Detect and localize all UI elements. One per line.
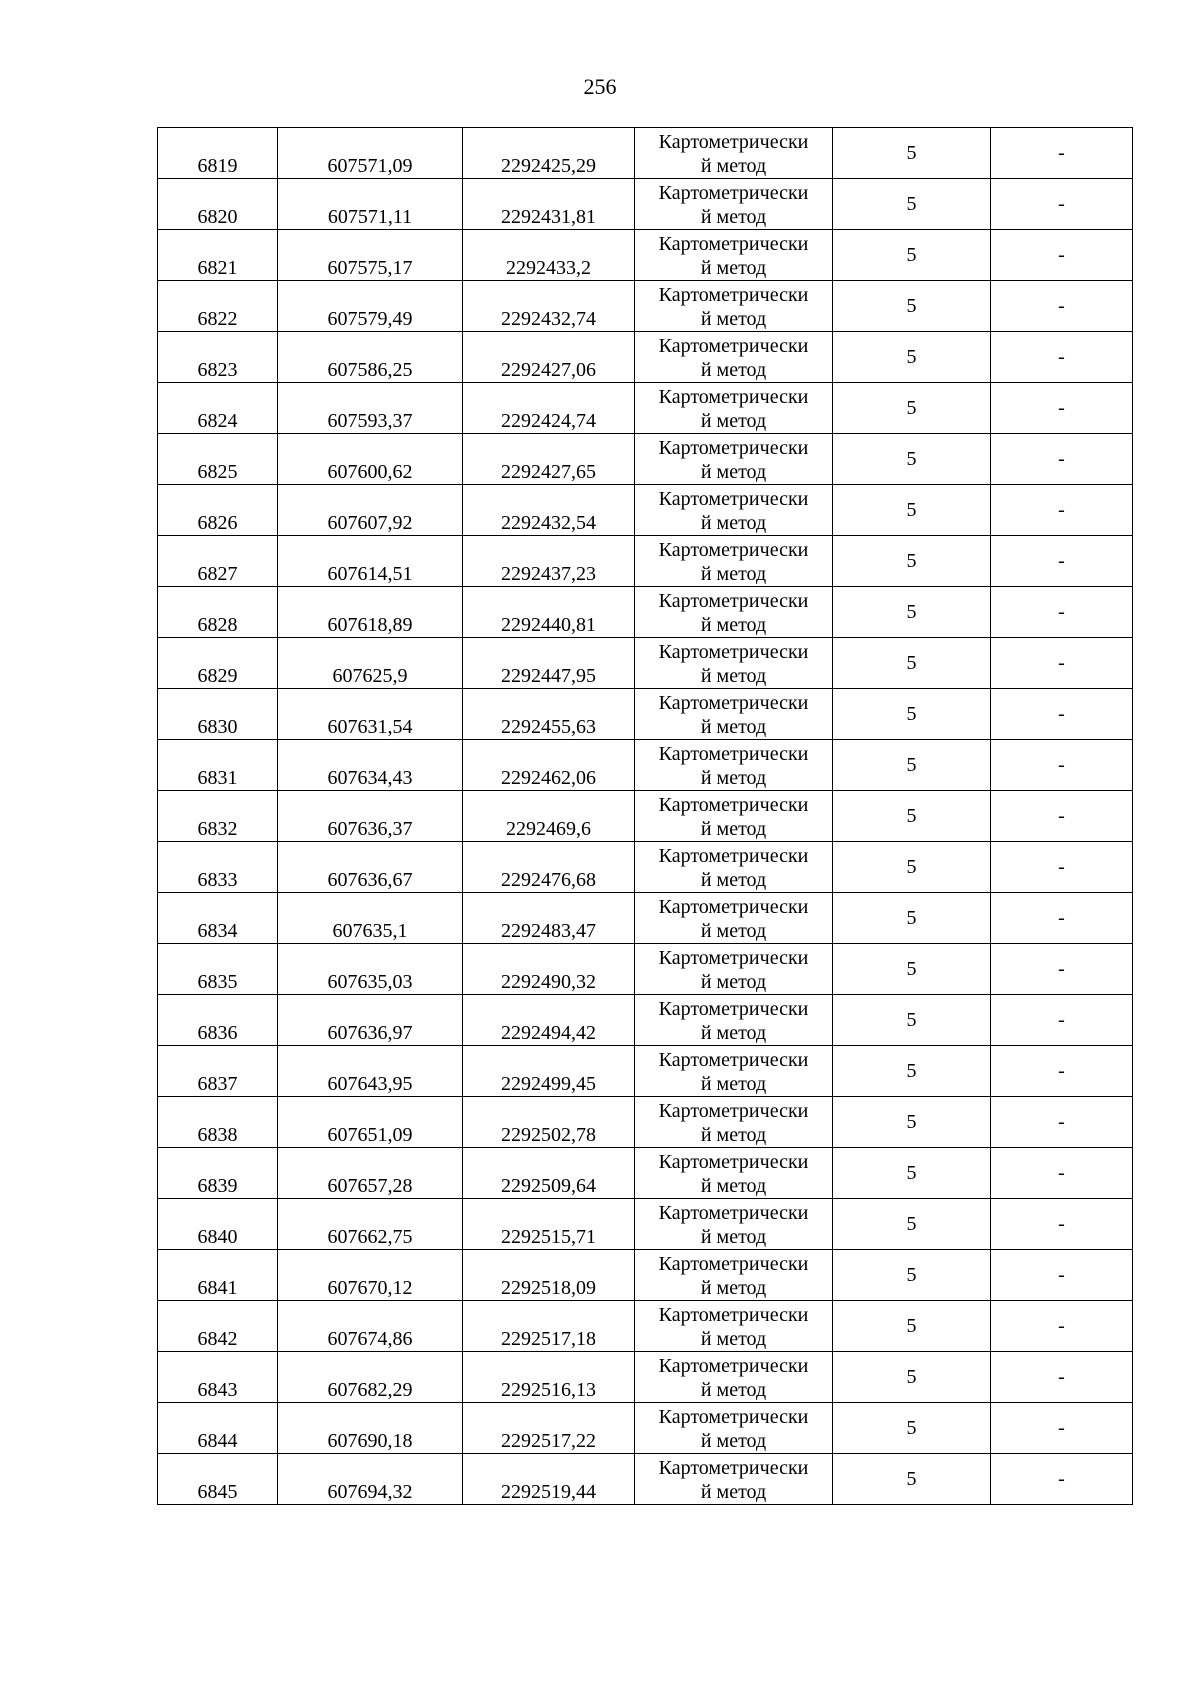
x-coordinate-cell: 607571,11 [278, 179, 463, 230]
method-cell [635, 587, 833, 638]
method-cell [635, 842, 833, 893]
y-coordinate-cell: 2292440,81 [463, 587, 635, 638]
accuracy-cell: 5 [833, 485, 991, 536]
method-line-1: Картометрически [658, 1304, 809, 1326]
accuracy-cell: 5 [833, 1046, 991, 1097]
accuracy-cell: 5 [833, 1301, 991, 1352]
note-cell: - [991, 383, 1133, 434]
method-line-2: й метод [700, 410, 767, 432]
coordinates-table-body [158, 128, 1133, 1505]
table-row [158, 638, 1133, 689]
note-cell: - [991, 536, 1133, 587]
table-row [158, 485, 1133, 536]
x-coordinate-cell: 607694,32 [278, 1454, 463, 1505]
x-coordinate-cell: 607636,97 [278, 995, 463, 1046]
point-number-cell: 6823 [158, 332, 278, 383]
note-cell: - [991, 689, 1133, 740]
table-row [158, 893, 1133, 944]
note-cell: - [991, 1046, 1133, 1097]
table-row [158, 383, 1133, 434]
accuracy-cell: 5 [833, 1148, 991, 1199]
method-line-1: Картометрически [658, 335, 809, 357]
y-coordinate-cell: 2292494,42 [463, 995, 635, 1046]
method-line-2: й метод [700, 1022, 767, 1044]
x-coordinate-cell: 607670,12 [278, 1250, 463, 1301]
y-coordinate-cell: 2292447,95 [463, 638, 635, 689]
point-number-cell: 6825 [158, 434, 278, 485]
method-cell [635, 434, 833, 485]
point-number-cell: 6844 [158, 1403, 278, 1454]
method-cell [635, 1250, 833, 1301]
x-coordinate-cell: 607600,62 [278, 434, 463, 485]
method-cell [635, 1454, 833, 1505]
note-cell: - [991, 1250, 1133, 1301]
method-line-2: й метод [700, 920, 767, 942]
table-row [158, 1352, 1133, 1403]
table-row [158, 434, 1133, 485]
method-line-1: Картометрически [658, 1406, 809, 1428]
table-row [158, 995, 1133, 1046]
method-line-2: й метод [700, 1277, 767, 1299]
x-coordinate-cell: 607634,43 [278, 740, 463, 791]
accuracy-cell: 5 [833, 332, 991, 383]
point-number-cell: 6824 [158, 383, 278, 434]
method-line-2: й метод [700, 665, 767, 687]
method-line-1: Картометрически [658, 845, 809, 867]
x-coordinate-cell: 607579,49 [278, 281, 463, 332]
y-coordinate-cell: 2292469,6 [463, 791, 635, 842]
point-number-cell: 6836 [158, 995, 278, 1046]
method-line-1: Картометрически [658, 692, 809, 714]
method-line-1: Картометрически [658, 947, 809, 969]
page-number: 256 [583, 74, 617, 99]
x-coordinate-cell: 607614,51 [278, 536, 463, 587]
method-line-2: й метод [700, 308, 767, 330]
method-line-1: Картометрически [658, 1253, 809, 1275]
note-cell: - [991, 1097, 1133, 1148]
accuracy-cell: 5 [833, 995, 991, 1046]
method-line-2: й метод [700, 1175, 767, 1197]
method-cell [635, 944, 833, 995]
method-cell [635, 1352, 833, 1403]
method-cell [635, 128, 833, 179]
table-row [158, 842, 1133, 893]
accuracy-cell: 5 [833, 842, 991, 893]
x-coordinate-cell: 607575,17 [278, 230, 463, 281]
method-line-2: й метод [700, 1430, 767, 1452]
y-coordinate-cell: 2292427,65 [463, 434, 635, 485]
point-number-cell: 6839 [158, 1148, 278, 1199]
method-line-1: Картометрически [658, 1151, 809, 1173]
accuracy-cell: 5 [833, 1097, 991, 1148]
table-row [158, 536, 1133, 587]
note-cell: - [991, 1301, 1133, 1352]
point-number-cell: 6840 [158, 1199, 278, 1250]
method-cell [635, 485, 833, 536]
point-number-cell: 6826 [158, 485, 278, 536]
x-coordinate-cell: 607618,89 [278, 587, 463, 638]
method-line-2: й метод [700, 767, 767, 789]
point-number-cell: 6834 [158, 893, 278, 944]
y-coordinate-cell: 2292517,18 [463, 1301, 635, 1352]
table-row [158, 689, 1133, 740]
method-line-1: Картометрически [658, 590, 809, 612]
note-cell: - [991, 1199, 1133, 1250]
note-cell: - [991, 587, 1133, 638]
accuracy-cell: 5 [833, 893, 991, 944]
method-line-2: й метод [700, 359, 767, 381]
method-line-2: й метод [700, 155, 767, 177]
method-cell [635, 332, 833, 383]
accuracy-cell: 5 [833, 944, 991, 995]
method-line-1: Картометрически [658, 743, 809, 765]
method-cell [635, 1046, 833, 1097]
y-coordinate-cell: 2292515,71 [463, 1199, 635, 1250]
point-number-cell: 6838 [158, 1097, 278, 1148]
method-line-1: Картометрически [658, 386, 809, 408]
note-cell: - [991, 179, 1133, 230]
note-cell: - [991, 485, 1133, 536]
method-line-1: Картометрически [658, 233, 809, 255]
x-coordinate-cell: 607635,1 [278, 893, 463, 944]
table-row [158, 1250, 1133, 1301]
y-coordinate-cell: 2292437,23 [463, 536, 635, 587]
table-row [158, 281, 1133, 332]
accuracy-cell: 5 [833, 791, 991, 842]
method-line-2: й метод [700, 461, 767, 483]
x-coordinate-cell: 607625,9 [278, 638, 463, 689]
accuracy-cell: 5 [833, 179, 991, 230]
table-row [158, 1301, 1133, 1352]
note-cell: - [991, 791, 1133, 842]
method-line-1: Картометрически [658, 182, 809, 204]
method-cell [635, 638, 833, 689]
y-coordinate-cell: 2292462,06 [463, 740, 635, 791]
method-cell [635, 1199, 833, 1250]
point-number-cell: 6821 [158, 230, 278, 281]
accuracy-cell: 5 [833, 434, 991, 485]
coordinates-table [157, 127, 1133, 1505]
table-row [158, 332, 1133, 383]
table-row [158, 1454, 1133, 1505]
accuracy-cell: 5 [833, 1199, 991, 1250]
x-coordinate-cell: 607657,28 [278, 1148, 463, 1199]
method-line-1: Картометрически [658, 488, 809, 510]
table-row [158, 1097, 1133, 1148]
x-coordinate-cell: 607690,18 [278, 1403, 463, 1454]
method-line-1: Картометрически [658, 437, 809, 459]
x-coordinate-cell: 607643,95 [278, 1046, 463, 1097]
method-line-2: й метод [700, 716, 767, 738]
x-coordinate-cell: 607571,09 [278, 128, 463, 179]
note-cell: - [991, 842, 1133, 893]
note-cell: - [991, 230, 1133, 281]
y-coordinate-cell: 2292483,47 [463, 893, 635, 944]
table-row [158, 230, 1133, 281]
method-line-2: й метод [700, 614, 767, 636]
method-cell [635, 1097, 833, 1148]
method-line-1: Картометрически [658, 1049, 809, 1071]
point-number-cell: 6845 [158, 1454, 278, 1505]
x-coordinate-cell: 607586,25 [278, 332, 463, 383]
point-number-cell: 6835 [158, 944, 278, 995]
method-cell [635, 740, 833, 791]
y-coordinate-cell: 2292433,2 [463, 230, 635, 281]
note-cell: - [991, 332, 1133, 383]
x-coordinate-cell: 607593,37 [278, 383, 463, 434]
point-number-cell: 6831 [158, 740, 278, 791]
y-coordinate-cell: 2292518,09 [463, 1250, 635, 1301]
method-cell [635, 383, 833, 434]
table-row [158, 1148, 1133, 1199]
method-line-2: й метод [700, 1481, 767, 1503]
table-row [158, 128, 1133, 179]
point-number-cell: 6830 [158, 689, 278, 740]
accuracy-cell: 5 [833, 1250, 991, 1301]
method-line-1: Картометрически [658, 1457, 809, 1479]
y-coordinate-cell: 2292427,06 [463, 332, 635, 383]
note-cell: - [991, 1454, 1133, 1505]
accuracy-cell: 5 [833, 740, 991, 791]
accuracy-cell: 5 [833, 536, 991, 587]
method-cell [635, 791, 833, 842]
accuracy-cell: 5 [833, 1403, 991, 1454]
point-number-cell: 6842 [158, 1301, 278, 1352]
method-line-2: й метод [700, 818, 767, 840]
method-cell [635, 179, 833, 230]
method-line-2: й метод [700, 971, 767, 993]
accuracy-cell: 5 [833, 128, 991, 179]
method-line-1: Картометрически [658, 1202, 809, 1224]
y-coordinate-cell: 2292425,29 [463, 128, 635, 179]
note-cell: - [991, 944, 1133, 995]
point-number-cell: 6827 [158, 536, 278, 587]
x-coordinate-cell: 607607,92 [278, 485, 463, 536]
method-line-2: й метод [700, 206, 767, 228]
accuracy-cell: 5 [833, 1454, 991, 1505]
x-coordinate-cell: 607631,54 [278, 689, 463, 740]
accuracy-cell: 5 [833, 230, 991, 281]
y-coordinate-cell: 2292455,63 [463, 689, 635, 740]
note-cell: - [991, 128, 1133, 179]
note-cell: - [991, 1403, 1133, 1454]
method-line-2: й метод [700, 563, 767, 585]
method-line-1: Картометрически [658, 896, 809, 918]
accuracy-cell: 5 [833, 587, 991, 638]
method-line-1: Картометрически [658, 641, 809, 663]
note-cell: - [991, 434, 1133, 485]
point-number-cell: 6832 [158, 791, 278, 842]
table-row [158, 944, 1133, 995]
point-number-cell: 6820 [158, 179, 278, 230]
method-line-1: Картометрически [658, 284, 809, 306]
method-line-2: й метод [700, 1073, 767, 1095]
y-coordinate-cell: 2292502,78 [463, 1097, 635, 1148]
method-line-1: Картометрически [658, 794, 809, 816]
method-cell [635, 536, 833, 587]
note-cell: - [991, 638, 1133, 689]
note-cell: - [991, 740, 1133, 791]
method-cell [635, 1148, 833, 1199]
y-coordinate-cell: 2292517,22 [463, 1403, 635, 1454]
method-cell [635, 995, 833, 1046]
x-coordinate-cell: 607674,86 [278, 1301, 463, 1352]
point-number-cell: 6837 [158, 1046, 278, 1097]
method-line-2: й метод [700, 257, 767, 279]
method-line-2: й метод [700, 1226, 767, 1248]
table-row [158, 179, 1133, 230]
table-row [158, 740, 1133, 791]
accuracy-cell: 5 [833, 383, 991, 434]
method-cell [635, 230, 833, 281]
y-coordinate-cell: 2292424,74 [463, 383, 635, 434]
method-cell [635, 1301, 833, 1352]
x-coordinate-cell: 607636,37 [278, 791, 463, 842]
note-cell: - [991, 281, 1133, 332]
accuracy-cell: 5 [833, 281, 991, 332]
x-coordinate-cell: 607662,75 [278, 1199, 463, 1250]
method-line-1: Картометрически [658, 131, 809, 153]
method-line-1: Картометрически [658, 1355, 809, 1377]
point-number-cell: 6843 [158, 1352, 278, 1403]
method-line-1: Картометрически [658, 998, 809, 1020]
point-number-cell: 6828 [158, 587, 278, 638]
method-cell [635, 893, 833, 944]
y-coordinate-cell: 2292432,54 [463, 485, 635, 536]
method-line-1: Картометрически [658, 1100, 809, 1122]
y-coordinate-cell: 2292476,68 [463, 842, 635, 893]
method-cell [635, 1403, 833, 1454]
table-row [158, 1199, 1133, 1250]
x-coordinate-cell: 607636,67 [278, 842, 463, 893]
point-number-cell: 6829 [158, 638, 278, 689]
y-coordinate-cell: 2292519,44 [463, 1454, 635, 1505]
y-coordinate-cell: 2292516,13 [463, 1352, 635, 1403]
table-row [158, 587, 1133, 638]
note-cell: - [991, 1148, 1133, 1199]
method-cell [635, 281, 833, 332]
accuracy-cell: 5 [833, 1352, 991, 1403]
y-coordinate-cell: 2292432,74 [463, 281, 635, 332]
x-coordinate-cell: 607651,09 [278, 1097, 463, 1148]
x-coordinate-cell: 607635,03 [278, 944, 463, 995]
table-row [158, 1403, 1133, 1454]
y-coordinate-cell: 2292509,64 [463, 1148, 635, 1199]
method-line-2: й метод [700, 512, 767, 534]
point-number-cell: 6822 [158, 281, 278, 332]
accuracy-cell: 5 [833, 689, 991, 740]
method-line-2: й метод [700, 1379, 767, 1401]
accuracy-cell: 5 [833, 638, 991, 689]
table-row [158, 791, 1133, 842]
point-number-cell: 6819 [158, 128, 278, 179]
y-coordinate-cell: 2292499,45 [463, 1046, 635, 1097]
method-line-2: й метод [700, 1328, 767, 1350]
note-cell: - [991, 1352, 1133, 1403]
method-line-1: Картометрически [658, 539, 809, 561]
table-row [158, 1046, 1133, 1097]
note-cell: - [991, 893, 1133, 944]
method-line-2: й метод [700, 1124, 767, 1146]
method-cell [635, 689, 833, 740]
note-cell: - [991, 995, 1133, 1046]
y-coordinate-cell: 2292490,32 [463, 944, 635, 995]
point-number-cell: 6841 [158, 1250, 278, 1301]
method-line-2: й метод [700, 869, 767, 891]
point-number-cell: 6833 [158, 842, 278, 893]
y-coordinate-cell: 2292431,81 [463, 179, 635, 230]
x-coordinate-cell: 607682,29 [278, 1352, 463, 1403]
